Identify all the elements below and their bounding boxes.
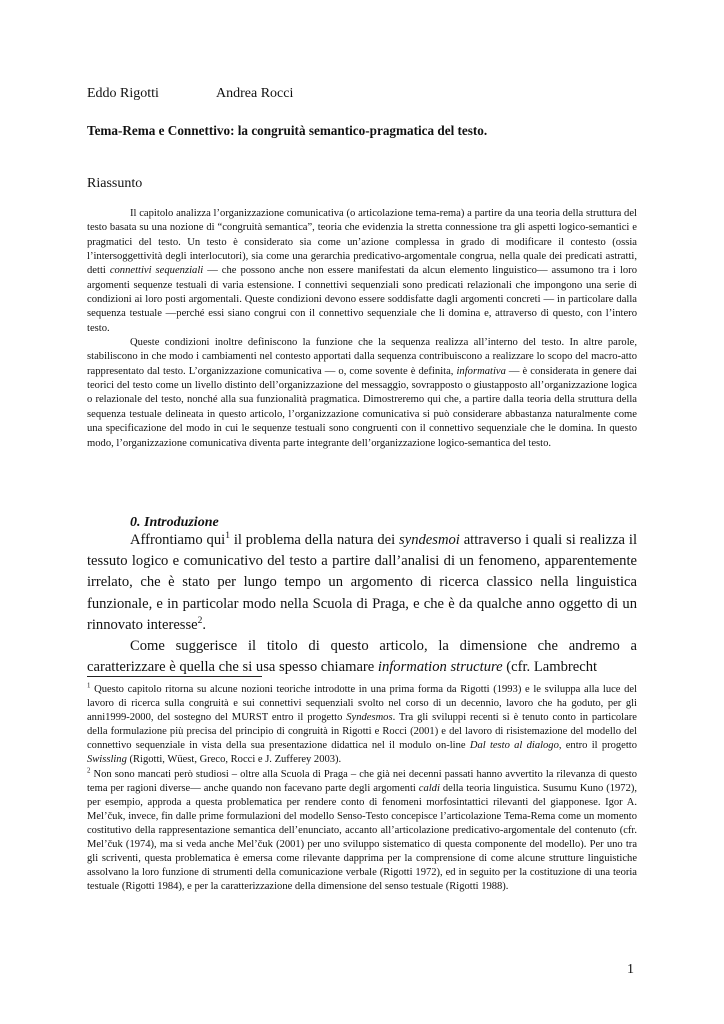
footnotes (87, 683, 637, 894)
footnote-ref: 2 (197, 615, 203, 626)
footnote-separator (87, 676, 262, 677)
authors-line (87, 86, 294, 102)
author-name: Eddo Rigotti (87, 86, 159, 101)
body-paragraph: Come suggerisce il titolo di questo articolo, la dimensione che andremo a caratterizzare è quella che si usa spesso chiamare information structure (cfr. Lambrecht (87, 638, 637, 676)
footnote-number: 1 (87, 682, 91, 690)
abstract-paragraph: Il capitolo analizza l’organizzazione comunicativa (o articolazione tema-rema) a partire da una teoria della struttura del testo basata su una nozione di “congruità semantica”, teoria che evidenzia la stretta connessione tra gli aspetti logico-semantici e pragmatici del testo. Un testo è considerato sia come un’azione complessa in grado di modificare il contesto (ossia l’intersoggettività degli interlocutori), sia come una gerarchia predicativo-argomentale congrua, nella quale dei predicati astratti, detti connettivi sequenziali — che possono anche non essere manifestati da alcun elemento linguistico— assumono tra i loro argomenti sequenze testuali di varia estensione. I connettivi sequenziali sono predicati relazionali che impongono una serie di condizioni ai loro posti argomentali. Queste condizioni devono essere soddisfatte dagli argomenti concreti — in particolare dalla sequenza testuale —perché essi siano congrui con il connettivo sequenziale che li domina e, attraverso di questo, con l’intero testo. (87, 208, 638, 334)
footnote-ref: 1 (225, 531, 230, 542)
footnote-number: 2 (87, 767, 91, 775)
abstract-body (87, 207, 637, 451)
section-body (87, 530, 637, 678)
footnote: $^2$ Non sono mancati però studiosi – oltre alla Scuola di Praga – che già nei decenni passati hanno avvertito la rilevanza di questo tema per ragioni diverse— anche quando non facevano parte degli argomenti caldi della teoria linguistica. Susumu Kuno (1972), per esempio, approda a questa problematica per rendere conto di fenomeni morfosintattici rilevanti del giapponese. Igor A. Mel’čuk, invece, fin dalle prime formulazioni del modello Senso-Testo concepisce l’articolazione Tema-Rema come un momento costitutivo della rappresentazione semantica dell’enunciato, accanto all’articolazione predicativo-argomentale del contenuto (cfr. Mel’čuk (1974), ma si veda anche Mel’čuk (2001) per uno sviluppo sistematico di questa componente del modello). Per uno tra gli scriventi, questa problematica è emersa come rilevante dapprima per la comprensione di come alcune strutture linguistiche assolvano la loro funzione di strumenti della comunicazione verbale (Rigotti 1972), ed in seguito per la costituzione di una teoria testuale (Rigotti 1984), e per la caratterizzazione della dimensione del senso testuale (Rigotti 1988). (87, 767, 637, 893)
author-name: Andrea Rocci (216, 86, 294, 101)
page-number: 1 (627, 962, 634, 977)
paper-title: Tema-Rema e Connettivo: la congruità semantico-pragmatica del testo. (87, 123, 488, 138)
body-paragraph: Affrontiamo qui$^1$ il problema della natura dei syndesmoi attraverso i quali si realizza il tessuto logico e comunicativo del testo a partire dall’analisi di un fenomeno, apparentemente irrelato, che è stato per lungo tempo un argomento di ricerca classico nella linguistica funzionale, e in particolar modo nella Scuola di Praga, e che è da qualche anno oggetto di un rinnovato interesse$^2$. (87, 531, 638, 633)
abstract-paragraph: Queste condizioni inoltre definiscono la funzione che la sequenza realizza all’interno del testo. In altre parole, stabiliscono in che modo i cambiamenti nel contesto apportati dalla sequenza contribuiscono a realizzare lo scopo del macro-atto rappresentato dal testo. L’organizzazione comunicativa — o, come sovente è definita, informativa — è considerata in genere dai teorici del testo come un livello distinto dell’organizzazione del messaggio, sovrapposto o giustapposto all’organizzazione logica o relazionale del testo, nonché alla sua funzionalità pragmatica. Dimostreremo qui che, a partire dalla teoria della struttura della sequenza testuale delineata in questo articolo, l’organizzazione comunicativa si può considerare abbastanza naturalmente come una specificazione del modo in cui le sequenze testuali sono congruenti con il connettivo sequenziale che le domina. In questo modo, l’organizzazione comunicativa diventa parte integrante dell’organizzazione logico-semantica del testo. (87, 337, 637, 449)
footnote: $^1$ Questo capitolo ritorna su alcune nozioni teoriche introdotte in una prima forma da Rigotti (1993) e le sviluppa alla luce del lavoro di ricerca sulla congruità e sui connettivi sequenziali svolto nel corso di un decennio, lavoro che ha goduto, per gli anni1999-2000, del sostegno del MURST entro il progetto Syndesmos. Tra gli sviluppi recenti si è tenuto conto in particolare della formulazione più precisa del principio di congruità in Rigotti e Rocci (2001) e del lavoro di risistemazione del modello del connettivo sequenziale in vista della sua presentazione didattica nel il modulo on-line Dal testo al dialogo, entro il progetto Swissling (Rigotti, Wüest, Greco, Rocci e J. Zufferey 2003). (87, 682, 637, 766)
abstract-heading: Riassunto (87, 176, 143, 191)
section-heading: 0. Introduzione (130, 515, 219, 530)
